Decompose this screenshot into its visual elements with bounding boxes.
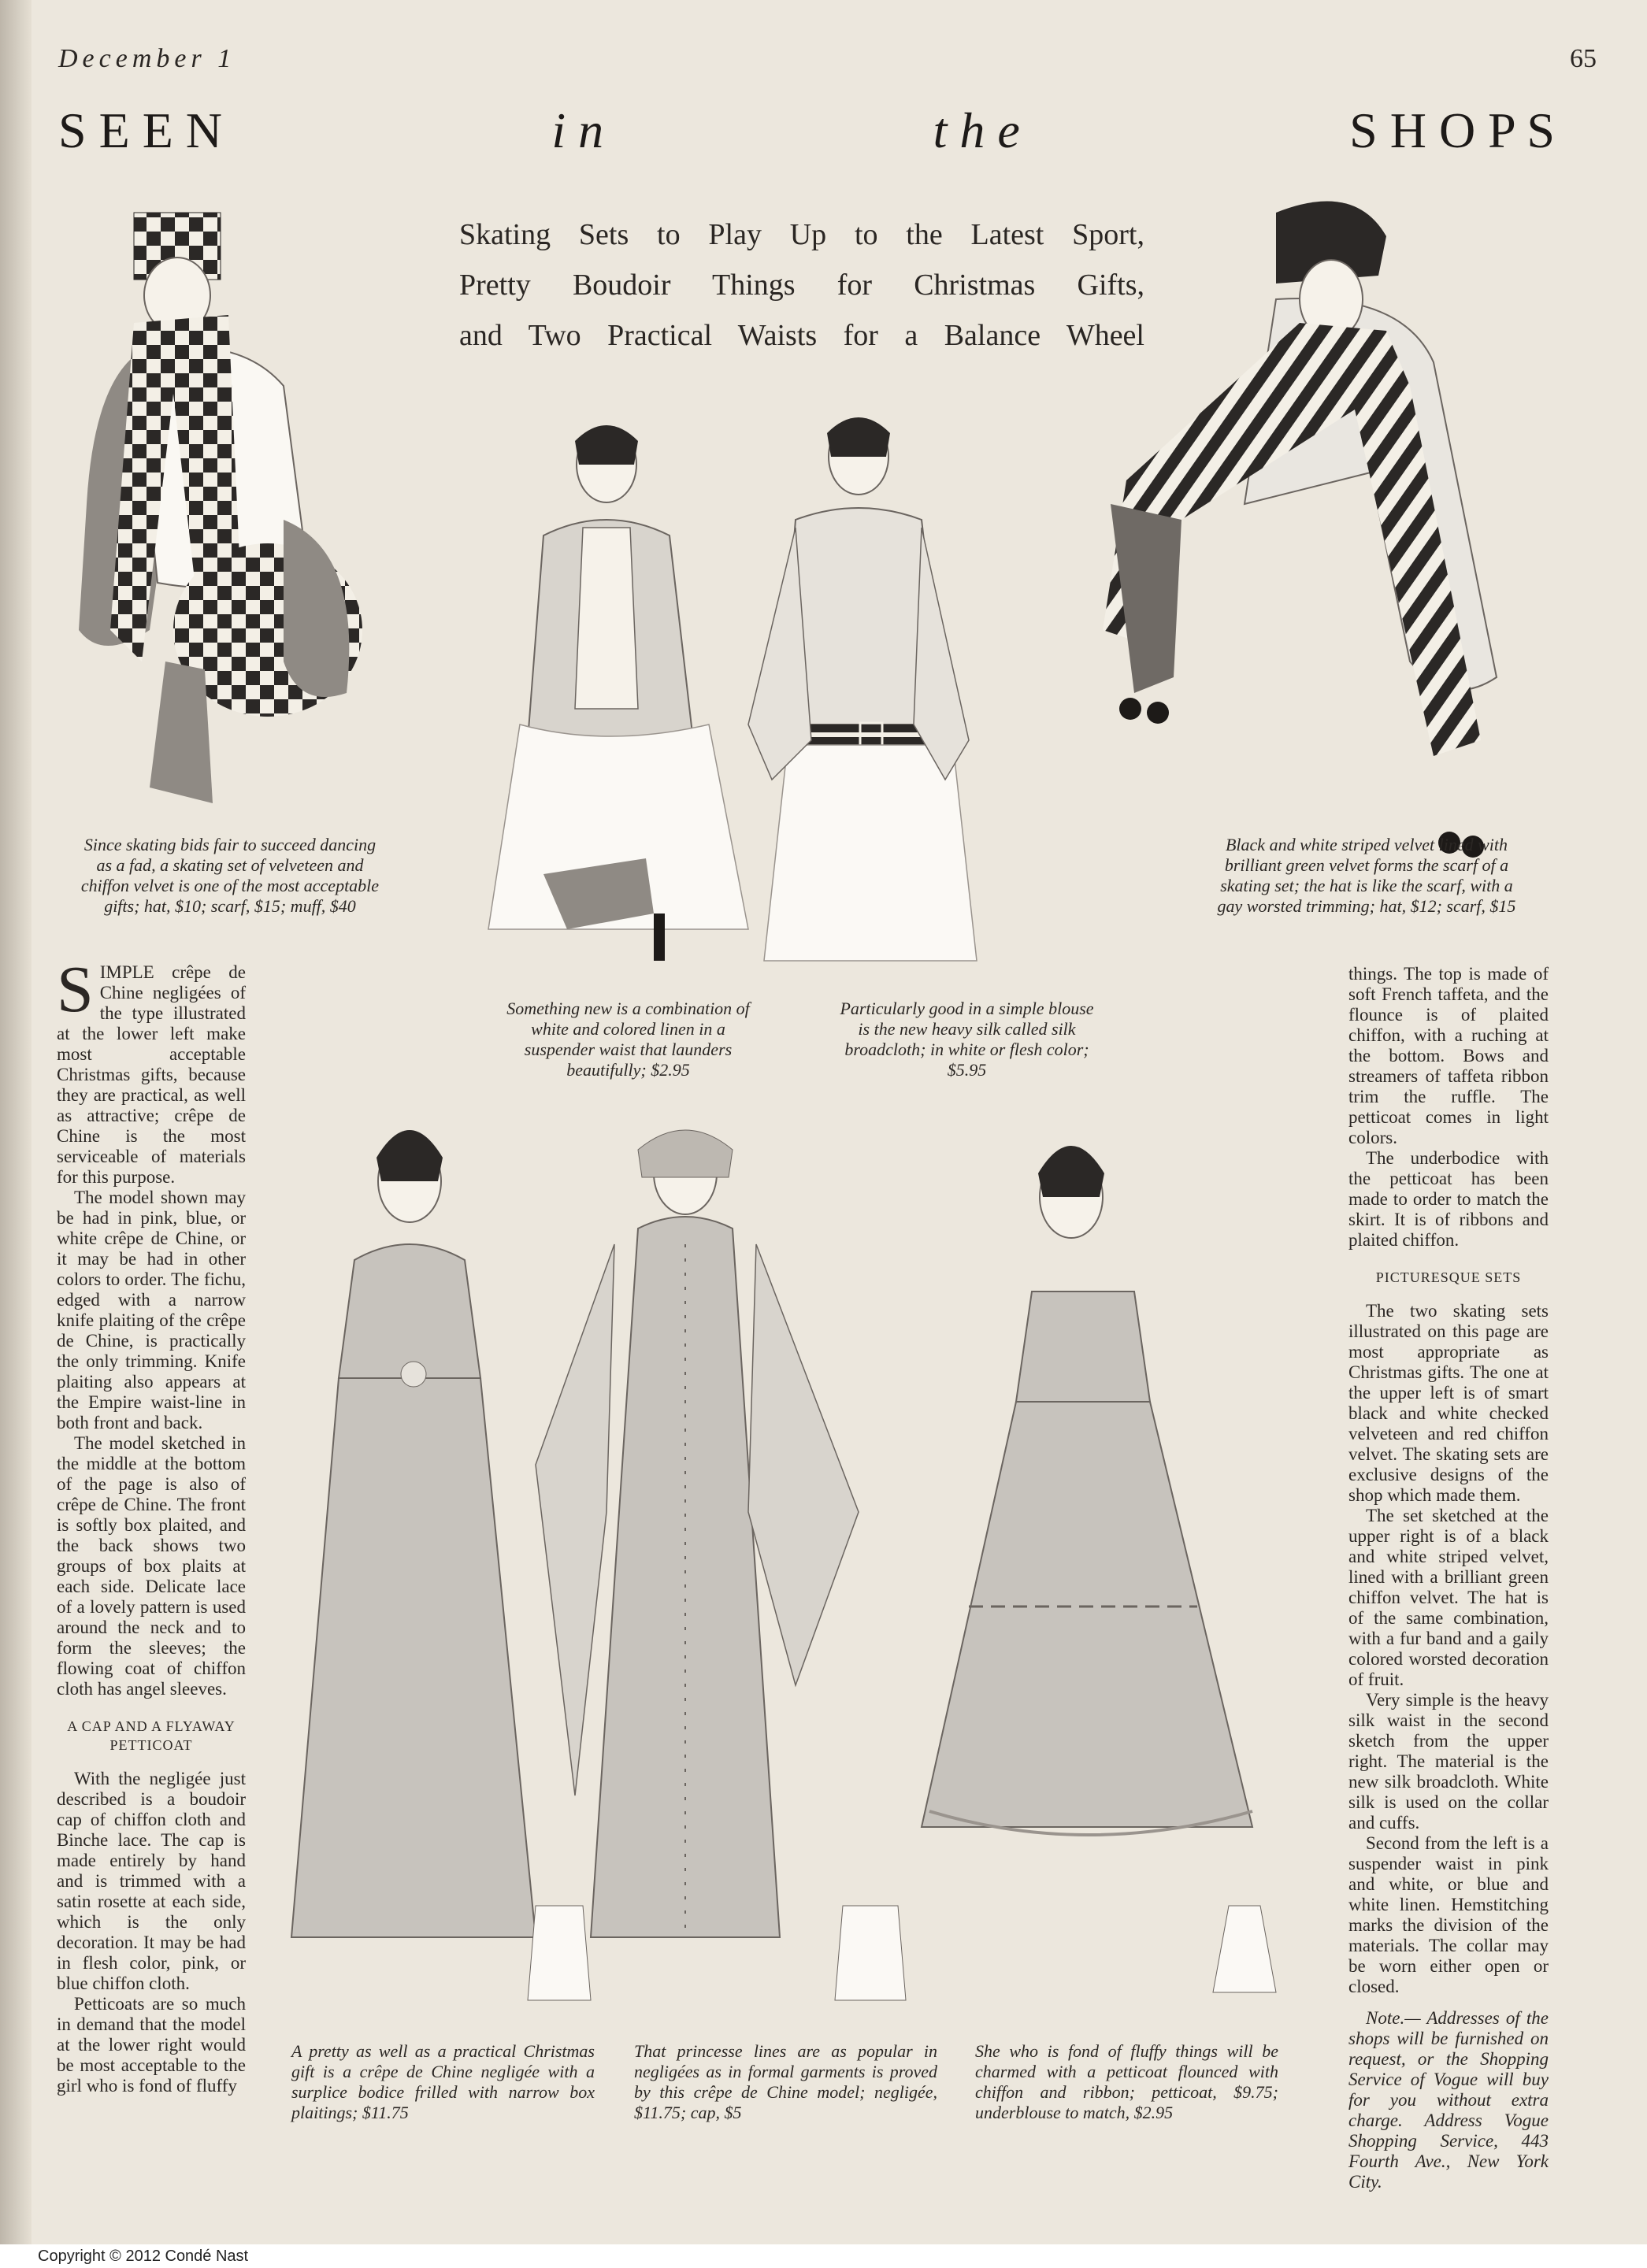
article-paragraph: Very simple is the heavy silk waist in the second sketch from the upper right. The material is the new silk broadcloth. White silk is used on the collar and cuffs.: [1348, 1690, 1549, 1833]
title-the: t h e: [933, 102, 1020, 158]
article-paragraph: The model shown may be had in pink, blue, or white crêpe de Chine, or it may be had in other colors to order. The fichu, edged with a narrow knife plaiting of the crêpe de Chine, is practically the only trimming. Knife plaiting also appears at the Empire waist-line in both front and back.: [57, 1188, 246, 1432]
section-title: [58, 102, 1555, 159]
right-text-column: [1348, 964, 1549, 2192]
caption-negligee-princess: That princesse lines are as popular in negligées as in formal garments is proved by this crêpe de Chine model; negligée, $11.75; cap, $5: [634, 2041, 937, 2122]
caption-suspender-waist: Something new is a combination of white and colored linen in a suspender waist that launders beautifully; $2.95: [506, 999, 750, 1080]
title-in: i n: [551, 102, 604, 158]
section-subhead: PICTURESQUE SETS: [1375, 1269, 1522, 1285]
illustration-checked-skating-set: [47, 189, 378, 827]
subhead-line: Skating Sets to Play Up to the Latest Sport,: [459, 218, 1144, 251]
caption-checked-skating-set: Since skating bids fair to succeed dancing as a fad, a skating set of velveteen and chiffon velvet is one of the most acceptable gifts; hat, $10; scarf, $15; muff, $40: [80, 835, 380, 916]
article-paragraph: The model sketched in the middle at the bottom of the page is also of crêpe de Chine. The front is softly box plaited, and the back shows two groups of box plaits at each side. Delicate lace of a lovely pattern is used around the neck and to form the sleeves; the flowing coat of chiffon cloth has angel sleeves.: [57, 1433, 246, 1699]
issue-date: December 1: [58, 44, 236, 73]
article-paragraph: The underbodice with the petticoat has been made to order to match the skirt. It is of ribbons and plaited chiffon.: [1348, 1148, 1549, 1250]
article-paragraph: The set sketched at the upper right is of a black and white striped velvet, lined with a brilliant green chiffon velvet. The hat is of the same combination, with a fur band and a gaily colored worsted decoration of fruit.: [1348, 1506, 1549, 1689]
title-shops: S H O P S: [1349, 102, 1555, 158]
copyright-notice: Copyright © 2012 Condé Nast: [0, 2244, 1647, 2268]
subhead-line: Pretty Boudoir Things for Christmas Gifts,: [459, 269, 1144, 302]
article-paragraph: Second from the left is a suspender waist in pink and white, or blue and white linen. Hemstitching marks the division of the materials. The collar may be worn either open or closed.: [1348, 1833, 1549, 1996]
shopping-note: Note.— Addresses of the shops will be furnished on request, or the Shopping Service of Vogue will buy for you without extra charge. Address Vogue Shopping Service, 443 Fourth Ave., New York City.: [1348, 2008, 1549, 2192]
subhead-line: and Two Practical Waists for a Balance Wheel: [459, 319, 1144, 352]
article-paragraph: things. The top is made of soft French taffeta, and the flounce is of plaited chiffon, with a ruching at the bottom. Bows and streamers of taffeta ribbon trim the ruffle. The petticoat comes in light colors.: [1348, 964, 1549, 1147]
title-seen: S E E N: [58, 102, 222, 158]
article-paragraph: Petticoats are so much in demand that the model at the lower right would be most acceptable to the girl who is fond of fluffy: [57, 1994, 246, 2096]
caption-petticoat: She who is fond of fluffy things will be charmed with a petticoat flounced with chiffon and ribbon; petticoat, $9.75; underblouse to match, $2.95: [975, 2041, 1278, 2122]
caption-striped-skating-set: Black and white striped velvet lined with brilliant green velvet forms the scarf of a skating set; the hat is like the scarf, with a gay worsted trimming; hat, $12; scarf, $15: [1217, 835, 1516, 916]
caption-negligee-surplice: A pretty as well as a practical Christmas gift is a crêpe de Chine negligée with a surplice bodice frilled with narrow box plaitings; $11.75: [291, 2041, 595, 2122]
illustration-waists: [473, 410, 1024, 976]
running-head: [58, 44, 1597, 76]
section-subhead: A CAP AND A FLYAWAY PETTICOAT: [67, 1718, 236, 1753]
page-number: 65: [1570, 44, 1597, 73]
left-text-column: [57, 953, 246, 2096]
article-paragraph: With the negligée just described is a boudoir cap of chiffon cloth and Binche lace. The cap is made entirely by hand and is trimmed with a satin rosette at each side, which is the only decoration. It may be had in flesh color, pink, or blue chiffon cloth.: [57, 1769, 246, 1993]
caption-silk-blouse: Particularly good in a simple blouse is the new heavy silk called silk broadcloth; in white or flesh color; $5.95: [840, 999, 1094, 1080]
illustration-striped-skating-set: [1040, 189, 1607, 882]
drop-cap: S: [57, 953, 94, 1026]
article-paragraph: The two skating sets illustrated on this page are most appropriate as Christmas gifts. The one at the upper left is of smart black and white checked velveteen and red chiffon velvet. The skating sets are exclusive designs of the shop which made them.: [1348, 1301, 1549, 1505]
article-paragraph: [57, 953, 246, 1188]
page-spine-shadow: [0, 0, 32, 2244]
paragraph-text: IMPLE crêpe de Chine negligées of the type illustrated at the lower left make most acceptable Christmas gifts, because they are practical, as well as attractive; crêpe de Chine is the most serviceable of materials for this purpose.: [57, 962, 246, 1187]
illustration-negligees: [276, 1118, 1284, 2024]
